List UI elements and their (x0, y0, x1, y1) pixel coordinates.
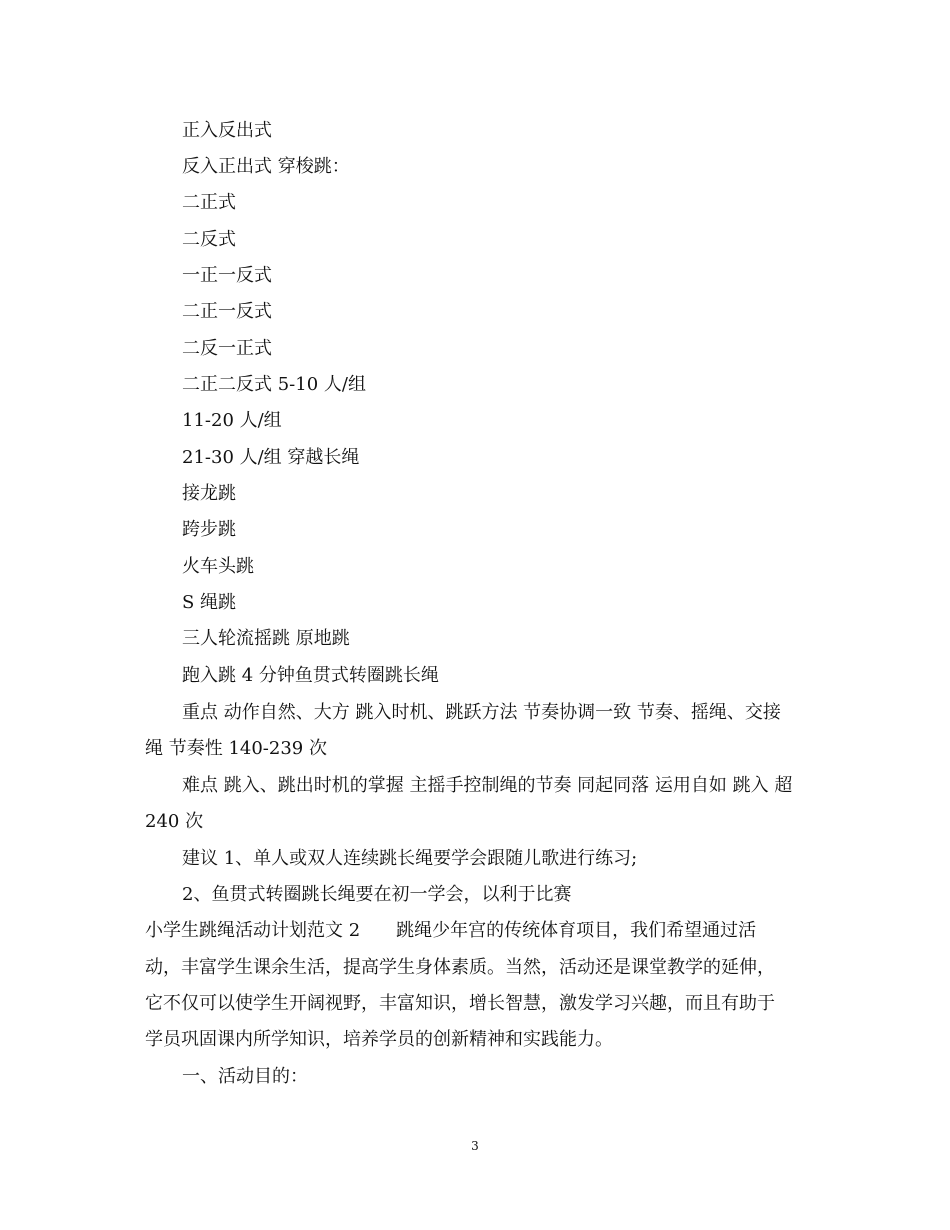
text-line: 建议 1、单人或双人连续跳长绳要学会跟随儿歌进行练习; (182, 848, 638, 869)
text-line: 动，丰富学生课余生活，提高学生身体素质。当然，活动还是课堂教学的延伸， (145, 957, 775, 978)
text-line: 2、鱼贯式转圈跳长绳要在初一学会，以利于比赛 (182, 884, 572, 905)
text-line: 跨步跳 (182, 519, 236, 540)
text-line: 二反式 (182, 229, 236, 250)
text-line: 二正二反式 5-10 人/组 (182, 374, 366, 395)
text-line: 一正一反式 (182, 265, 272, 286)
text-line: 二反一正式 (182, 338, 272, 359)
text-line: 绳 节奏性 140-239 次 (145, 738, 327, 759)
text-line: 二正一反式 (182, 301, 272, 322)
text-line: 21-30 人/组 穿越长绳 (182, 447, 360, 468)
text-line: 反入正出式 穿梭跳： (182, 156, 350, 177)
text-line: 小学生跳绳活动计划范文 2 跳绳少年宫的传统体育项目，我们希望通过活 (145, 920, 757, 941)
page-number: 3 (471, 1139, 479, 1153)
text-line: 11-20 人/组 (182, 410, 282, 431)
text-line: 二正式 (182, 192, 236, 213)
text-line: 三人轮流摇跳 原地跳 (182, 628, 350, 649)
text-line: S 绳跳 (182, 592, 237, 613)
text-line: 重点 动作自然、大方 跳入时机、跳跃方法 节奏协调一致 节奏、摇绳、交接 (182, 702, 781, 723)
text-line: 240 次 (145, 811, 204, 832)
text-line: 接龙跳 (182, 483, 236, 504)
text-line: 难点 跳入、跳出时机的掌握 主摇手控制绳的节奏 同起同落 运用自如 跳入 超 (182, 775, 793, 796)
text-line: 跑入跳 4 分钟鱼贯式转圈跳长绳 (182, 665, 439, 686)
text-line: 它不仅可以使学生开阔视野，丰富知识，增长智慧，激发学习兴趣，而且有助于 (145, 993, 775, 1014)
text-line: 正入反出式 (182, 120, 272, 141)
text-line: 一、活动目的： (182, 1066, 308, 1087)
text-line: 学员巩固课内所学知识，培养学员的创新精神和实践能力。 (145, 1029, 613, 1050)
text-line: 火车头跳 (182, 556, 254, 577)
